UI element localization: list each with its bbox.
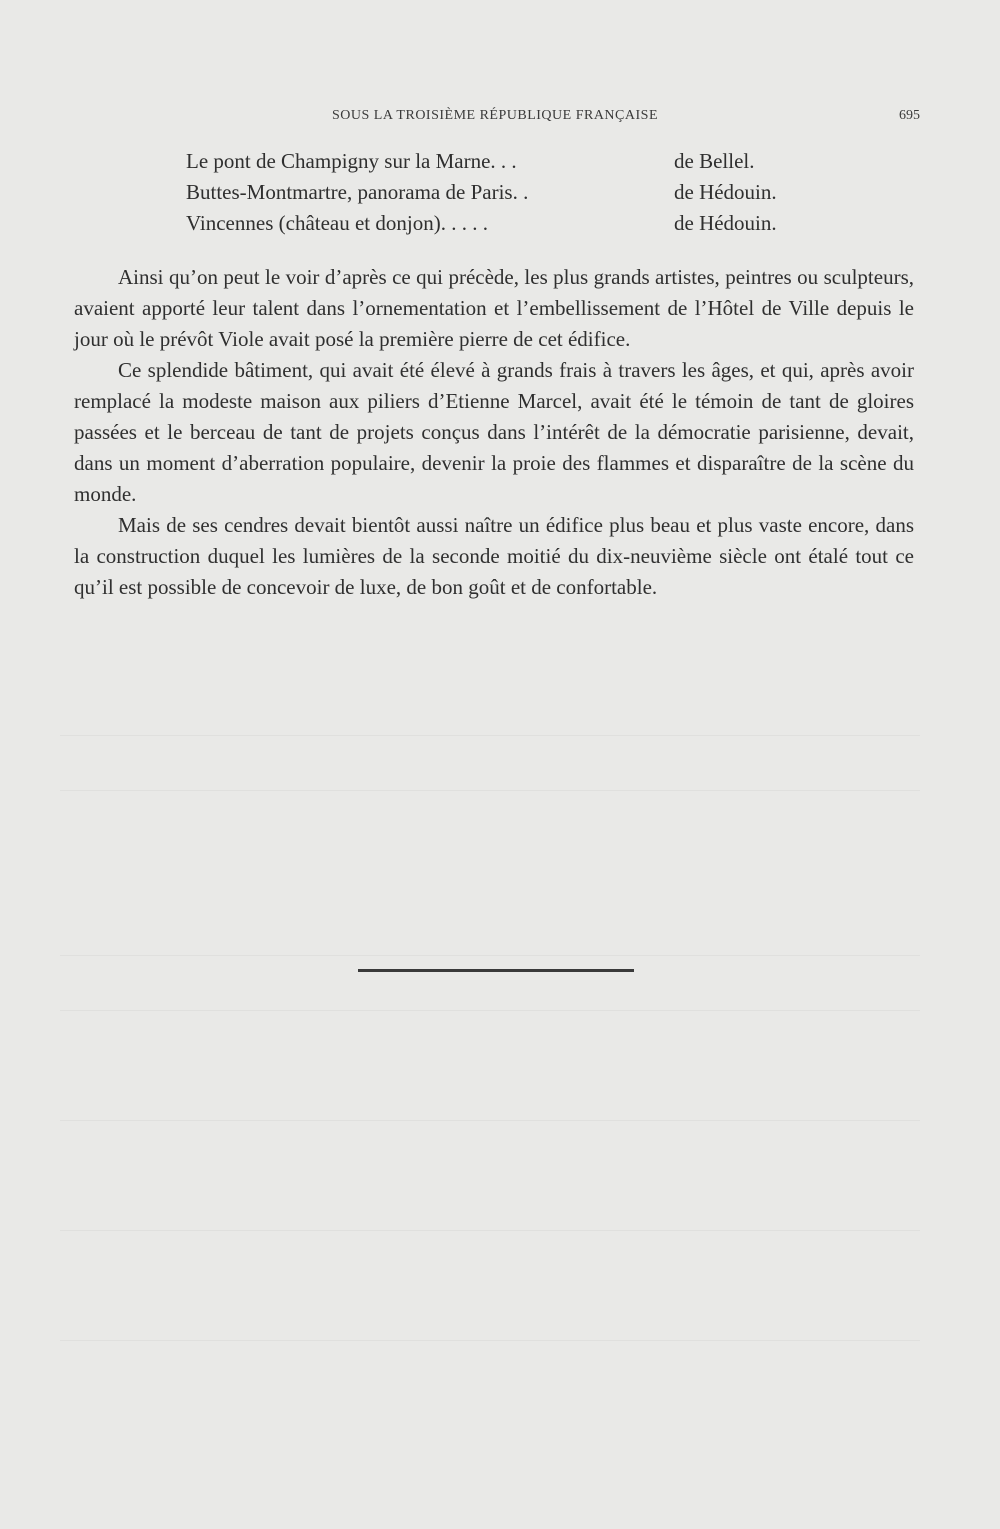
show-through-line (60, 955, 920, 956)
plate-title: Le pont de Champigny sur la Marne. . . (186, 149, 517, 173)
body-text (74, 262, 914, 603)
plate-entry (186, 146, 826, 177)
paragraph: Ainsi qu’on peut le voir d’après ce qui précède, les plus grands artistes, peintres ou sculpteurs, avaient apporté leur talent dans l’ornementation et l’embellissement de l’Hôtel de Ville depuis le jour où le prévôt Viole avait posé la première pierre de cet édifice. (74, 265, 914, 351)
show-through-line (60, 1010, 920, 1011)
plate-title: Vincennes (château et donjon). . . . . (186, 211, 488, 235)
plate-title: Buttes-Montmartre, panorama de Paris. . (186, 180, 529, 204)
paragraph: Mais de ses cendres devait bientôt aussi naître un édifice plus beau et plus vaste encore, dans la construction duquel les lumières de la seconde moitié du dix-neuvième siècle ont étalé tout ce qu’il est possible de concevoir de luxe, de bon goût et de confortable. (74, 513, 914, 599)
show-through-line (60, 790, 920, 791)
show-through-line (60, 1340, 920, 1341)
running-head (70, 108, 920, 130)
running-title: SOUS LA TROISIÈME RÉPUBLIQUE FRANÇAISE (332, 108, 658, 123)
plate-list (186, 146, 826, 239)
show-through-line (60, 1230, 920, 1231)
show-through-line (60, 735, 920, 736)
plate-artist: de Bellel. (674, 149, 755, 173)
page-number: 695 (899, 108, 920, 123)
end-rule (358, 969, 634, 972)
plate-entry (186, 177, 826, 208)
paragraph: Ce splendide bâtiment, qui avait été élevé à grands frais à travers les âges, et qui, après avoir remplacé la modeste maison aux piliers d’Etienne Marcel, avait été le témoin de tant de gloires passées et le berceau de tant de projets conçus dans l’intérêt de la démocratie parisienne, devait, dans un moment d’aberration populaire, devenir la proie des flammes et disparaître de la scène du monde. (74, 358, 914, 506)
plate-entry (186, 208, 826, 239)
show-through-line (60, 1120, 920, 1121)
plate-artist: de Hédouin. (674, 211, 777, 235)
plate-artist: de Hédouin. (674, 180, 777, 204)
